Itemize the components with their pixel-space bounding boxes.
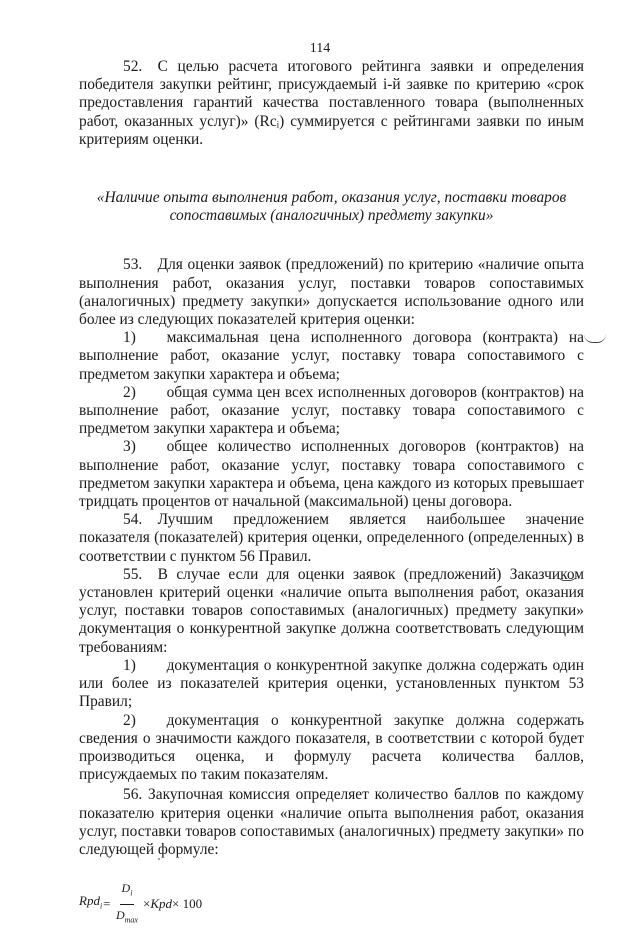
paragraph-53-item-1: 1) максимальная цена исполненного договора (контракта) на выполнение работ, оказание услуг, поставку товара сопоставимого с предметом закупки характера и объема; [79,329,584,383]
paragraph-56: 56. Закупочная комиссия определяет количество баллов по каждому показателю критерия оценки «наличие опыта выполнения работ, оказания услуг, поставки товаров сопоставимых (аналогичных) предмету закупки» по следующей формуле: [79,786,584,858]
formula-times-100: × 100 [171,896,203,912]
paragraph-55-item-1: 1) документация о конкурентной закупке должна содержать один или более из показателей критерия оценки, установленных пунктом 53 Правил; [79,656,584,711]
formula-lhs: Rpd$_i$ [79,893,103,911]
formula-equals: = [102,896,111,912]
paragraph-53-item-2: 2) общая сумма цен всех исполненных договоров (контрактов) на выполнение работ, оказание услуг, поставку товара сопоставимого с предметом закупки характера и объема; [79,383,584,438]
formula-numerator: $D_i$ [120,879,135,905]
pen-mark [584,334,606,343]
formula-times-1: × [142,896,151,912]
scan-speck [158,858,160,860]
paragraph-53-item-3: 3) общее количество исполненных договоров (контрактов) на выполнение работ, оказание услуг, поставку товара сопоставимого с предметом закупки характера и объема, цена каждого из которых превышает тридцать процентов от начальной (максимальной) цены договора. [79,438,584,511]
page-number: 114 [309,41,331,56]
section-heading-line-1: «Наличие опыта выполнения работ, оказания услуг, поставки товаров [96,189,567,207]
section-heading-line-2: сопоставимых (аналогичных) предмету закупки» [169,207,494,225]
paragraph-53: 53. Для оценки заявок (предложений) по критерию «наличие опыта выполнения работ, оказания услуг, поставки товаров сопоставимых (аналогичных) предмету закупки» допускается использование одного или более из следующих показателей критерия оценки: [79,256,584,329]
paragraph-55-item-2: 2) документация о конкурентной закупке должна содержать сведения о значимости каждого показателя, в соответствии с которой будет производиться оценка, и формулу расчета количества баллов, присуждаемых по таким показателям. [79,711,584,784]
formula-fraction [114,879,140,929]
formula-kpd: Kpd [150,896,172,912]
document-body [79,58,584,924]
section-heading [79,189,584,225]
rating-formula [79,881,584,925]
formula-denominator: $D_{max}$ [115,907,138,925]
paragraph-55: 55. В случае если для оценки заявок (предложений) Заказчиком установлен критерий оценки «наличие опыта выполнения работ, оказания услуг, поставки товаров сопоставимых (аналогичных) предмету закупки» документация о конкурентной закупке должна соответствовать следующим требованиям: [79,565,584,656]
paragraph-52: 52. С целью расчета итогового рейтинга заявки и определения победителя закупки рейтинг, присуждаемый i-й заявке по критерию «срок предоставления гарантий качества поставленного товара (выполненных работ, оказанных услуг)» (Rcᵢ) суммируется с рейтингами заявки по иным критериям оценки. [79,58,584,148]
paragraph-54: 54. Лучшим предложением является наибольшее значение показателя (показателей) критерия оценки, определенного (определенных) в соответствии с пунктом 56 Правил. [79,511,584,565]
